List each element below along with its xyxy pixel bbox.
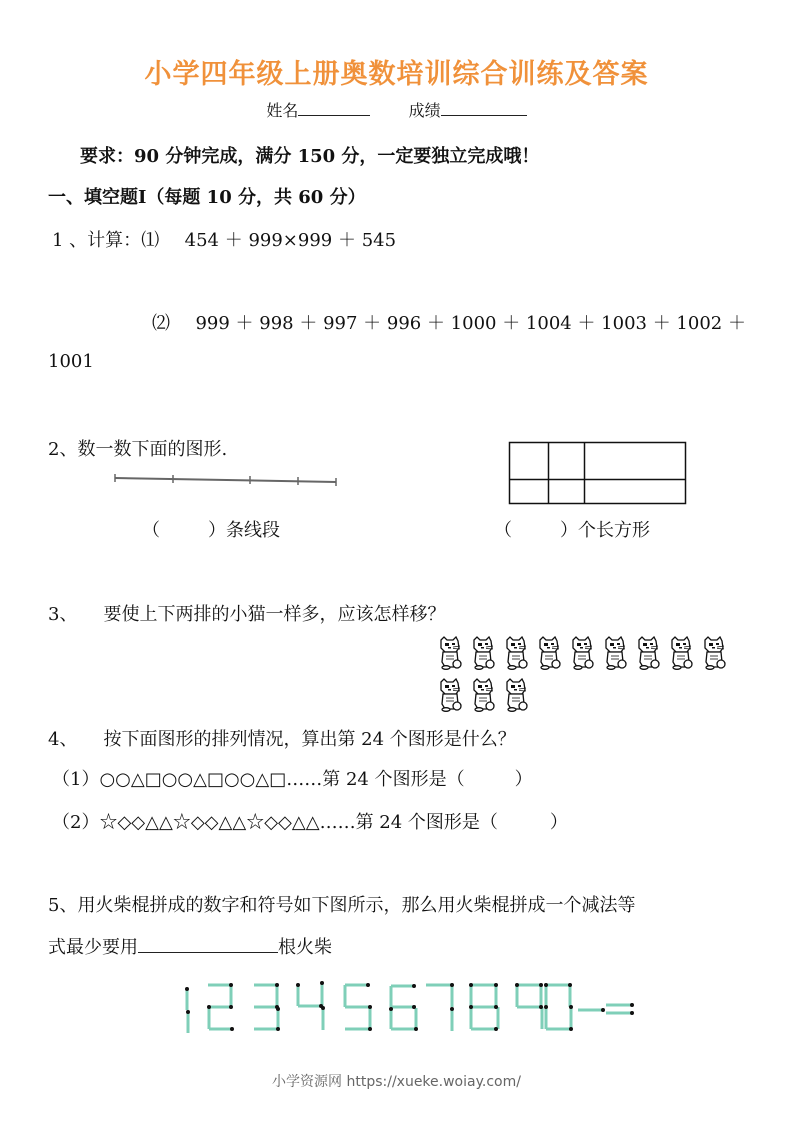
cat-icon: [601, 636, 629, 670]
q5-suffix: 根火柴: [278, 937, 332, 958]
q5-line1: 5、用火柴棍拼成的数字和符号如下图所示，那么用火柴棍拼成一个减法等: [48, 895, 636, 916]
matchstick-digits-figure: [170, 975, 640, 1040]
cat-icon: [634, 636, 662, 670]
score-blank[interactable]: [441, 101, 527, 116]
footer-source: 小学资源网 https://xueke.woiay.com/: [272, 1074, 521, 1090]
q1-part1: [52, 226, 396, 252]
cat-icon: [436, 636, 464, 670]
q4-part2-label: （2）: [52, 812, 100, 833]
section-heading: 一、填空题Ⅰ（每题 10 分，共 60 分）: [48, 187, 366, 208]
open-paren: （: [494, 520, 512, 541]
cat-icon: [535, 636, 563, 670]
q4-part2-sequence: ☆◇◇△△☆◇◇△△☆◇◇△△……第 24 个图形是（: [99, 812, 498, 833]
q4-part1-label: （1）: [52, 769, 100, 790]
q4-part1: [52, 765, 533, 791]
q1-label: 1 、计算：: [52, 230, 142, 251]
name-label: 姓名: [266, 101, 299, 120]
q5-prefix: 式最少要用: [48, 937, 138, 958]
cat-icon: [469, 636, 497, 670]
page-title: 小学四年级上册奥数培训综合训练及答案: [144, 59, 649, 90]
q5-line2: [48, 933, 332, 959]
cat-icon: [700, 636, 728, 670]
cat-icon: [469, 678, 497, 712]
q1-part2-expr: 999 ＋ 998 ＋ 997 ＋ 996 ＋ 1000 ＋ 1004 ＋ 1003 ＋ 1002 ＋: [195, 313, 746, 334]
q1-part1-expr: 454 ＋ 999×999 ＋ 545: [184, 230, 397, 251]
q4-prompt: 按下面图形的排列情况，算出第 24 个图形是什么？: [103, 729, 516, 750]
rectangle-grid-figure: [508, 441, 688, 505]
requirement-text: 要求：90 分钟完成，满分 150 分，一定要独立完成哦！: [80, 146, 540, 167]
q4-part1-sequence: ○○△□○○△□○○△□……第 24 个图形是（: [99, 769, 465, 790]
q1-part2-label: ⑵: [152, 313, 170, 334]
cat-icon: [568, 636, 596, 670]
close-paren: ）: [549, 812, 568, 833]
cat-icon: [502, 636, 530, 670]
q2-prompt: 2、数一数下面的图形.: [48, 439, 228, 460]
close-paren: ）: [514, 769, 533, 790]
matchstick-count-blank[interactable]: [138, 936, 278, 953]
cat-icon: [502, 678, 530, 712]
name-score-row: [0, 98, 793, 121]
q4-number: 4、: [48, 729, 78, 750]
q3-prompt: 要使上下两排的小猫一样多，应该怎样移？: [103, 604, 446, 625]
q1-part2-continued: 1001: [48, 351, 94, 372]
score-label: 成绩: [408, 101, 441, 120]
cat-icon: [667, 636, 695, 670]
line-segment-figure: [110, 470, 342, 490]
rectangles-suffix: ）个长方形: [560, 520, 650, 541]
segments-suffix: ）条线段: [208, 520, 280, 541]
name-blank[interactable]: [298, 101, 370, 116]
cat-icon: [436, 678, 464, 712]
q4-question: [48, 725, 516, 751]
q2-segments-answer: [142, 516, 280, 542]
q2-rectangles-answer: [494, 516, 650, 542]
q1-part1-label: ⑴: [141, 230, 160, 251]
q3-number: 3、: [48, 604, 78, 625]
q4-part2: [52, 808, 568, 834]
q3-question: [48, 600, 445, 626]
open-paren: （: [142, 520, 160, 541]
q1-part2: [152, 309, 746, 335]
